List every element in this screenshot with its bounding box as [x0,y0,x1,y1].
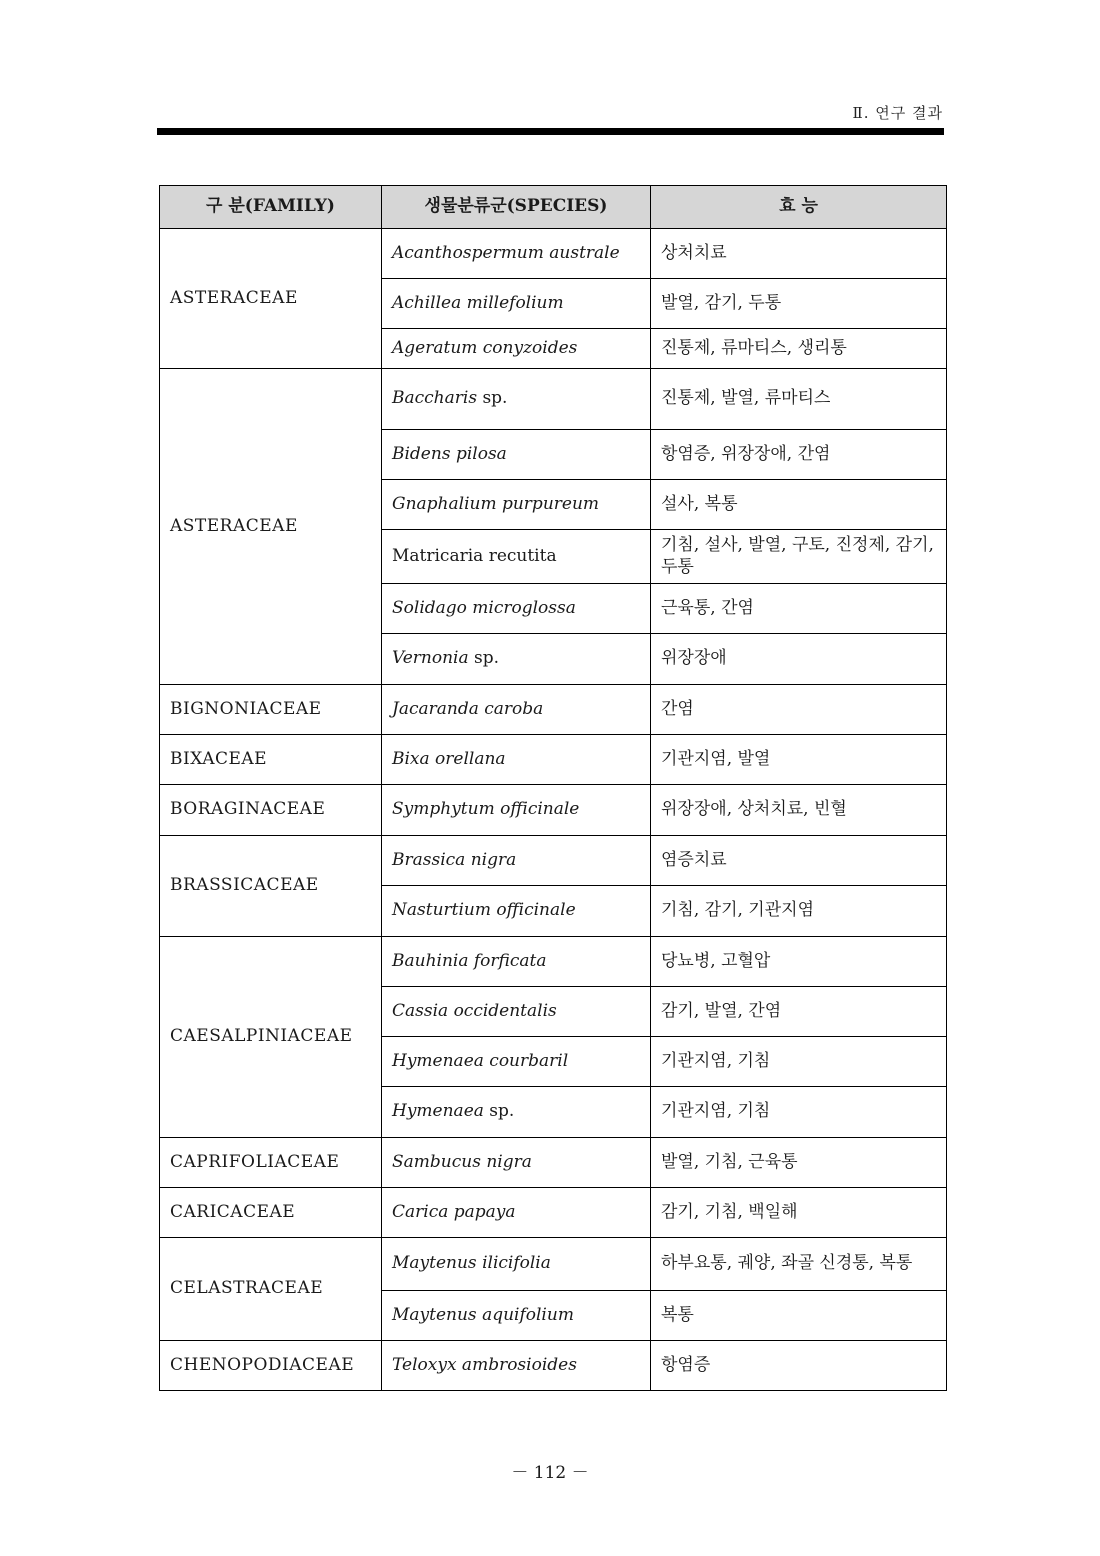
effect-cell: 항염증 [651,1341,947,1391]
species-cell [382,1291,651,1341]
species-cell [382,785,651,836]
page-number: － 112 － [511,1463,589,1483]
species-cell [382,886,651,937]
species-name: Solidago microglossa [392,597,576,618]
species-name: Nasturtium officinale [392,900,576,921]
species-cell [382,530,651,584]
header-rule [157,128,944,135]
medicinal-plants-table [159,185,947,1391]
table-row [160,1341,947,1391]
effect-cell: 위장장애 [651,634,947,685]
header-species: 생물분류군(SPECIES) [382,186,651,229]
family-cell: ASTERACEAE [160,229,382,369]
species-cell [382,1037,651,1087]
species-name: Vernonia [392,648,469,669]
species-name: Achillea millefolium [392,292,564,313]
table-row [160,1238,947,1291]
effect-cell: 기관지염, 발열 [651,735,947,785]
species-name: Hymenaea [392,1101,484,1122]
species-cell [382,430,651,480]
page-section-title: Ⅱ. 연구 결과 [852,104,943,122]
effect-cell: 기관지염, 기침 [651,1037,947,1087]
species-cell [382,987,651,1037]
effect-cell: 발열, 감기, 두통 [651,279,947,329]
table-row [160,369,947,430]
effect-cell: 근육통, 간염 [651,584,947,634]
effect-cell: 진통제, 류마티스, 생리통 [651,329,947,369]
species-name: Baccharis [392,388,478,409]
species-qualifier: sp. [483,1101,515,1122]
family-cell: CARICACEAE [160,1188,382,1238]
family-cell: BORAGINACEAE [160,785,382,836]
species-name: Carica papaya [392,1201,516,1222]
effect-cell: 기관지염, 기침 [651,1087,947,1138]
species-cell [382,584,651,634]
species-cell [382,1188,651,1238]
effect-cell: 항염증, 위장장애, 간염 [651,430,947,480]
species-cell [382,685,651,735]
species-cell [382,1238,651,1291]
family-cell: BIXACEAE [160,735,382,785]
species-cell [382,1087,651,1138]
species-name: Gnaphalium purpureum [392,493,600,514]
species-name: Maytenus ilicifolia [392,1253,551,1274]
effect-cell: 설사, 복통 [651,480,947,530]
species-name: Cassia occidentalis [392,1000,557,1021]
species-name: Ageratum conyzoides [392,337,578,358]
effect-cell: 감기, 발열, 간염 [651,987,947,1037]
species-name: Brassica nigra [392,849,517,870]
species-name: Acanthospermum australe [392,242,620,263]
table-row [160,685,947,735]
species-qualifier: sp. [477,388,508,409]
effect-cell: 염증치료 [651,836,947,886]
species-name: Jacaranda caroba [392,698,544,719]
header-effect: 효 능 [651,186,947,229]
table-row [160,937,947,987]
table-header-row [160,186,947,229]
species-name: Bidens pilosa [392,443,507,464]
species-name: Symphytum officinale [392,799,580,820]
species-cell [382,480,651,530]
species-name: Bauhinia forficata [392,950,547,971]
family-cell: CHENOPODIACEAE [160,1341,382,1391]
table-row [160,735,947,785]
species-cell [382,634,651,685]
family-cell: CELASTRACEAE [160,1238,382,1341]
effect-cell: 하부요통, 궤양, 좌골 신경통, 복통 [651,1238,947,1291]
table-row [160,1138,947,1188]
species-cell [382,229,651,279]
family-cell: BIGNONIACEAE [160,685,382,735]
family-cell: BRASSICACEAE [160,836,382,937]
species-name: Maytenus aquifolium [392,1304,574,1325]
effect-cell: 당뇨병, 고혈압 [651,937,947,987]
species-cell [382,1138,651,1188]
effect-cell: 위장장애, 상처치료, 빈혈 [651,785,947,836]
effect-cell: 감기, 기침, 백일해 [651,1188,947,1238]
species-name: Teloxyx ambrosioides [392,1354,577,1375]
species-qualifier: Matricaria recutita [392,545,557,566]
table-row [160,836,947,886]
species-cell [382,836,651,886]
species-name: Bixa orellana [392,748,506,769]
table-row [160,785,947,836]
effect-cell: 기침, 감기, 기관지염 [651,886,947,937]
effect-cell: 간염 [651,685,947,735]
family-cell: CAESALPINIACEAE [160,937,382,1138]
effect-cell: 상처치료 [651,229,947,279]
effect-cell: 진통제, 발열, 류마티스 [651,369,947,430]
species-cell [382,279,651,329]
family-cell: CAPRIFOLIACEAE [160,1138,382,1188]
species-cell [382,1341,651,1391]
table-row [160,229,947,279]
effect-cell: 복통 [651,1291,947,1341]
species-cell [382,329,651,369]
species-name: Sambucus nigra [392,1151,532,1172]
header-family: 구 분(FAMILY) [160,186,382,229]
effect-cell: 기침, 설사, 발열, 구토, 진정제, 감기, 두통 [651,530,947,584]
species-cell [382,369,651,430]
family-cell: ASTERACEAE [160,369,382,685]
species-name: Hymenaea courbaril [392,1050,569,1071]
table-row [160,1188,947,1238]
effect-cell: 발열, 기침, 근육통 [651,1138,947,1188]
species-cell [382,937,651,987]
species-qualifier: sp. [468,648,500,669]
species-cell [382,735,651,785]
